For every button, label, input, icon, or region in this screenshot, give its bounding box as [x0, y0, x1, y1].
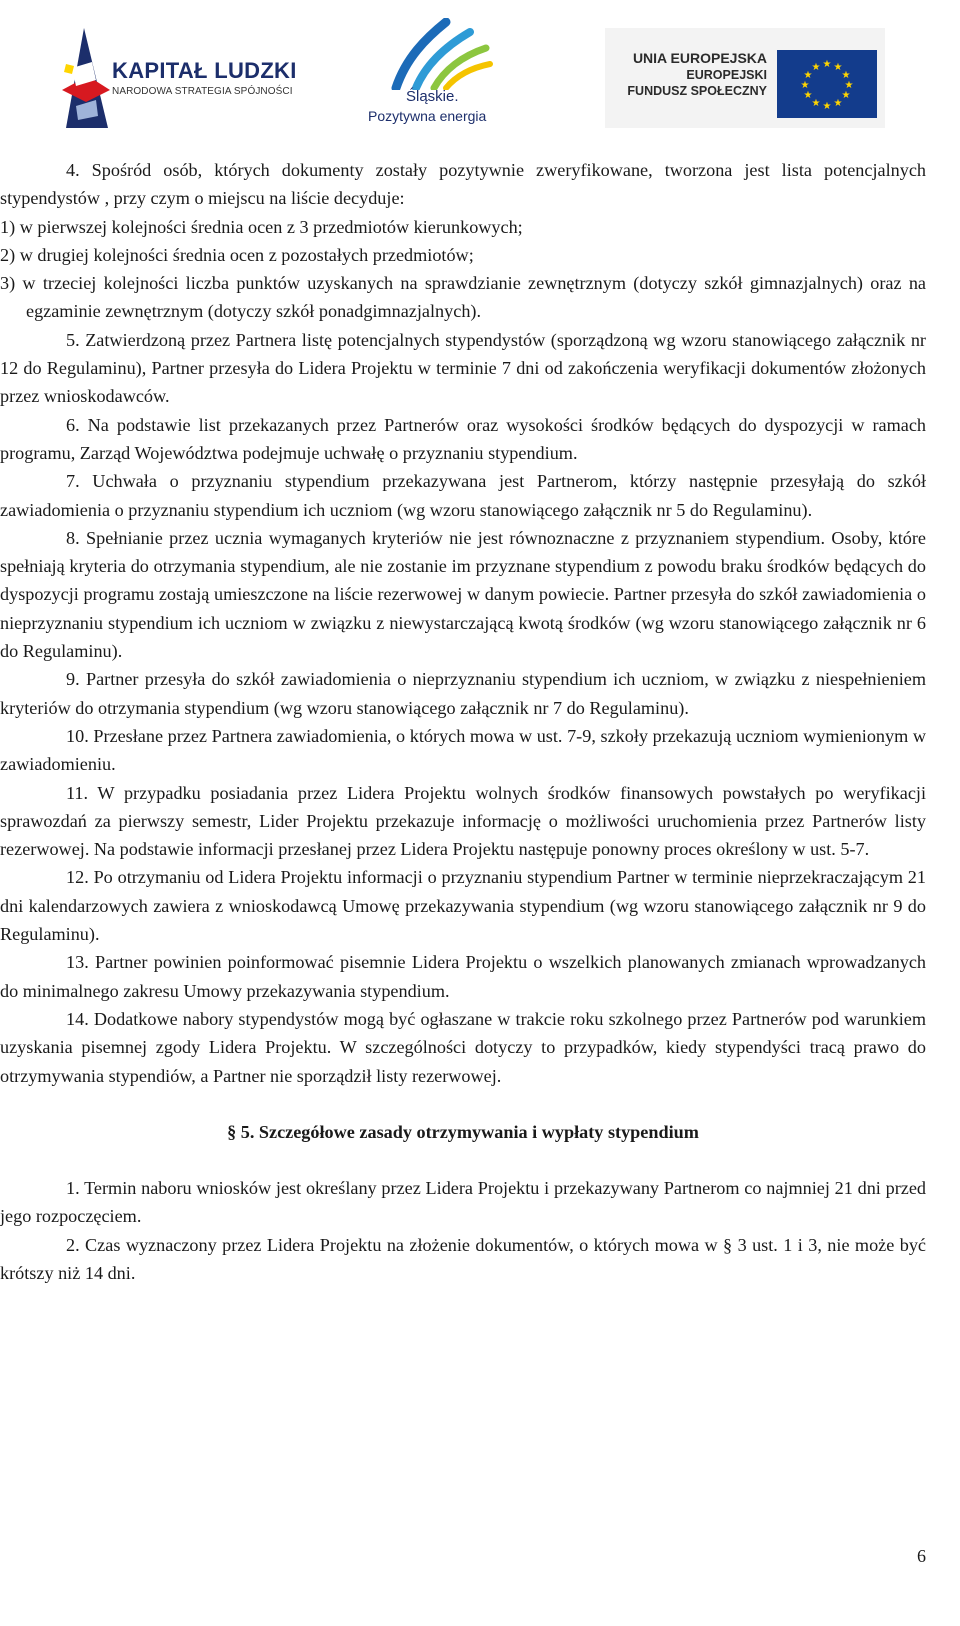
slaskie-swoosh-icon [386, 18, 496, 90]
slaskie-tagline: Pozytywna energia [368, 108, 487, 124]
paragraph-7: 7. Uchwała o przyznaniu stypendium przekazywana jest Partnerom, którzy następnie przesyłają do szkół zawiadomienia o przyznaniu stypendium ich uczniom (wg wzoru stanowiącego załącznik nr 5 do Regulaminu). [0, 471, 926, 520]
eu-logo-text [627, 50, 767, 99]
kapital-ludzki-logo [62, 28, 297, 132]
kapital-ludzki-title: KAPITAŁ LUDZKI [112, 58, 297, 83]
section-heading: § 5. Szczegółowe zasady otrzymywania i wypłaty stypendium [227, 1121, 699, 1142]
eu-logo-line1: UNIA EUROPEJSKA [632, 50, 767, 66]
slaskie-logo [370, 18, 510, 140]
svg-text:★: ★ [803, 90, 813, 101]
section-paragraph-2: 2. Czas wyznaczony przez Lidera Projektu na złożenie dokumentów, o których mowa w § 3 ust. 1 i 3, nie może być krótszy niż 14 dni. [0, 1234, 926, 1283]
eu-logo-line3: FUNDUSZ SPOŁECZNY [627, 84, 767, 98]
svg-text:★: ★ [841, 90, 851, 101]
page-number: 6 [917, 1546, 926, 1566]
page-header [0, 0, 960, 150]
paragraph-11: 11. W przypadku posiadania przez Lidera Projektu wolnych środków finansowych powstałych po weryfikacji sprawozdań za pierwszy semestr, Lider Projektu przekazuje informację o możliwości uruchomienia przez Partnerów listy rezerwowej. Na podstawie informacji przesłanej przez Lidera Projektu następuje ponowny proces określony w ust. 5-7. [0, 782, 926, 860]
slaskie-name: Śląskie. [406, 88, 459, 105]
paragraph-10: 10. Przesłane przez Partnera zawiadomienia, o których mowa w ust. 7-9, szkoły przekazują uczniom wymienionym w zawiadomieniu. [0, 725, 926, 775]
svg-text:★: ★ [822, 59, 832, 70]
criteria-list [0, 213, 926, 326]
svg-text:★: ★ [841, 70, 851, 81]
eu-efs-logo [605, 28, 885, 128]
paragraph-9: 9. Partner przesyła do szkół zawiadomienia o nieprzyznaniu stypendium ich uczniom, w związku z niespełnieniem kryteriów do otrzymania stypendium (wg wzoru stanowiącego załącznik nr 7 do Regulaminu). [0, 669, 926, 718]
list-item: 1) w pierwszej kolejności średnia ocen z 3 przedmiotów kierunkowych; [0, 216, 523, 237]
svg-text:★: ★ [803, 70, 813, 81]
paragraph-5: 5. Zatwierdzoną przez Partnera listę potencjalnych stypendystów (sporządzoną wg wzoru stanowiącego załącznik nr 12 do Regulaminu), Partner przesyła do Lidera Projektu w terminie 7 dni od zakończenia weryfikacji dokumentów złożonych przez wnioskodawców. [0, 329, 926, 407]
svg-text:★: ★ [811, 98, 821, 109]
section-paragraph-1: 1. Termin naboru wniosków jest określany przez Lidera Projektu i przekazywany Partnerom co najmniej 21 dni przed jego rozpoczęciem. [0, 1178, 926, 1227]
svg-text:★: ★ [811, 62, 821, 73]
paragraph-4: 4. Spośród osób, których dokumenty zostały pozytywnie zweryfikowane, tworzona jest lista potencjalnych stypendystów , przy czym o miejscu na liście decyduje: [0, 160, 926, 209]
svg-text:★: ★ [833, 98, 843, 109]
svg-text:★: ★ [844, 80, 854, 91]
svg-text:★: ★ [800, 80, 810, 91]
document-body [0, 156, 926, 1287]
list-item: 3) w trzeciej kolejności liczba punktów uzyskanych na sprawdzianie zewnętrznym (dotyczy szkół gimnazjalnych) oraz na egzaminie zewnętrznym (dotyczy szkół ponadgimnazjalnych). [0, 273, 926, 322]
paragraph-6: 6. Na podstawie list przekazanych przez Partnerów oraz wysokości środków będących do dyspozycji w ramach programu, Zarząd Województwa podejmuje uchwałę o przyznaniu stypendium. [0, 414, 926, 463]
list-item: 2) w drugiej kolejności średnia ocen z pozostałych przedmiotów; [0, 244, 474, 265]
kapital-ludzki-emblem-icon [62, 28, 112, 132]
paragraph-14: 14. Dodatkowe nabory stypendystów mogą być ogłaszane w trakcie roku szkolnego przez Partnerów pod warunkiem uzyskania pisemnej zgody Lidera Projektu. W szczególności dotyczy to przypadków, kiedy stypendyści tracą prawo do otrzymywania stypendiów, a Partner nie sporządził listy rezerwowej. [0, 1008, 926, 1086]
kapital-ludzki-subtitle: NARODOWA STRATEGIA SPÓJNOŚCI [112, 86, 293, 97]
paragraph-13: 13. Partner powinien poinformować pisemnie Lidera Projektu o wszelkich planowanych zmianach wprowadzanych do minimalnego zakresu Umowy przekazywania stypendium. [0, 952, 926, 1001]
svg-text:★: ★ [833, 62, 843, 73]
svg-text:★: ★ [822, 101, 832, 112]
eu-logo-line2: EUROPEJSKI [686, 68, 767, 82]
paragraph-12: 12. Po otrzymaniu od Lidera Projektu informacji o przyznaniu stypendium Partner w terminie nieprzekraczającym 21 dni kalendarzowych zawiera z wnioskodawcą Umowę przekazywania stypendium (wg wzoru stanowiącego załącznik nr 9 do Regulaminu). [0, 867, 926, 945]
paragraph-8: 8. Spełnianie przez ucznia wymaganych kryteriów nie jest równoznaczne z przyznaniem stypendium. Osoby, które spełniają kryteria do otrzymania stypendium, ale nie zostanie im przyznane stypendium z powodu braku środków będących do dyspozycji programu zostają umieszczone na liście rezerwowej w danym powiecie. Partner przesyła do szkół zawiadomienia o nieprzyznaniu stypendium ich uczniom w związku z niewystarczającą kwotą środków (wg wzoru stanowiącego załącznik nr 6 do Regulaminu). [0, 527, 926, 662]
eu-flag-icon [777, 50, 877, 118]
